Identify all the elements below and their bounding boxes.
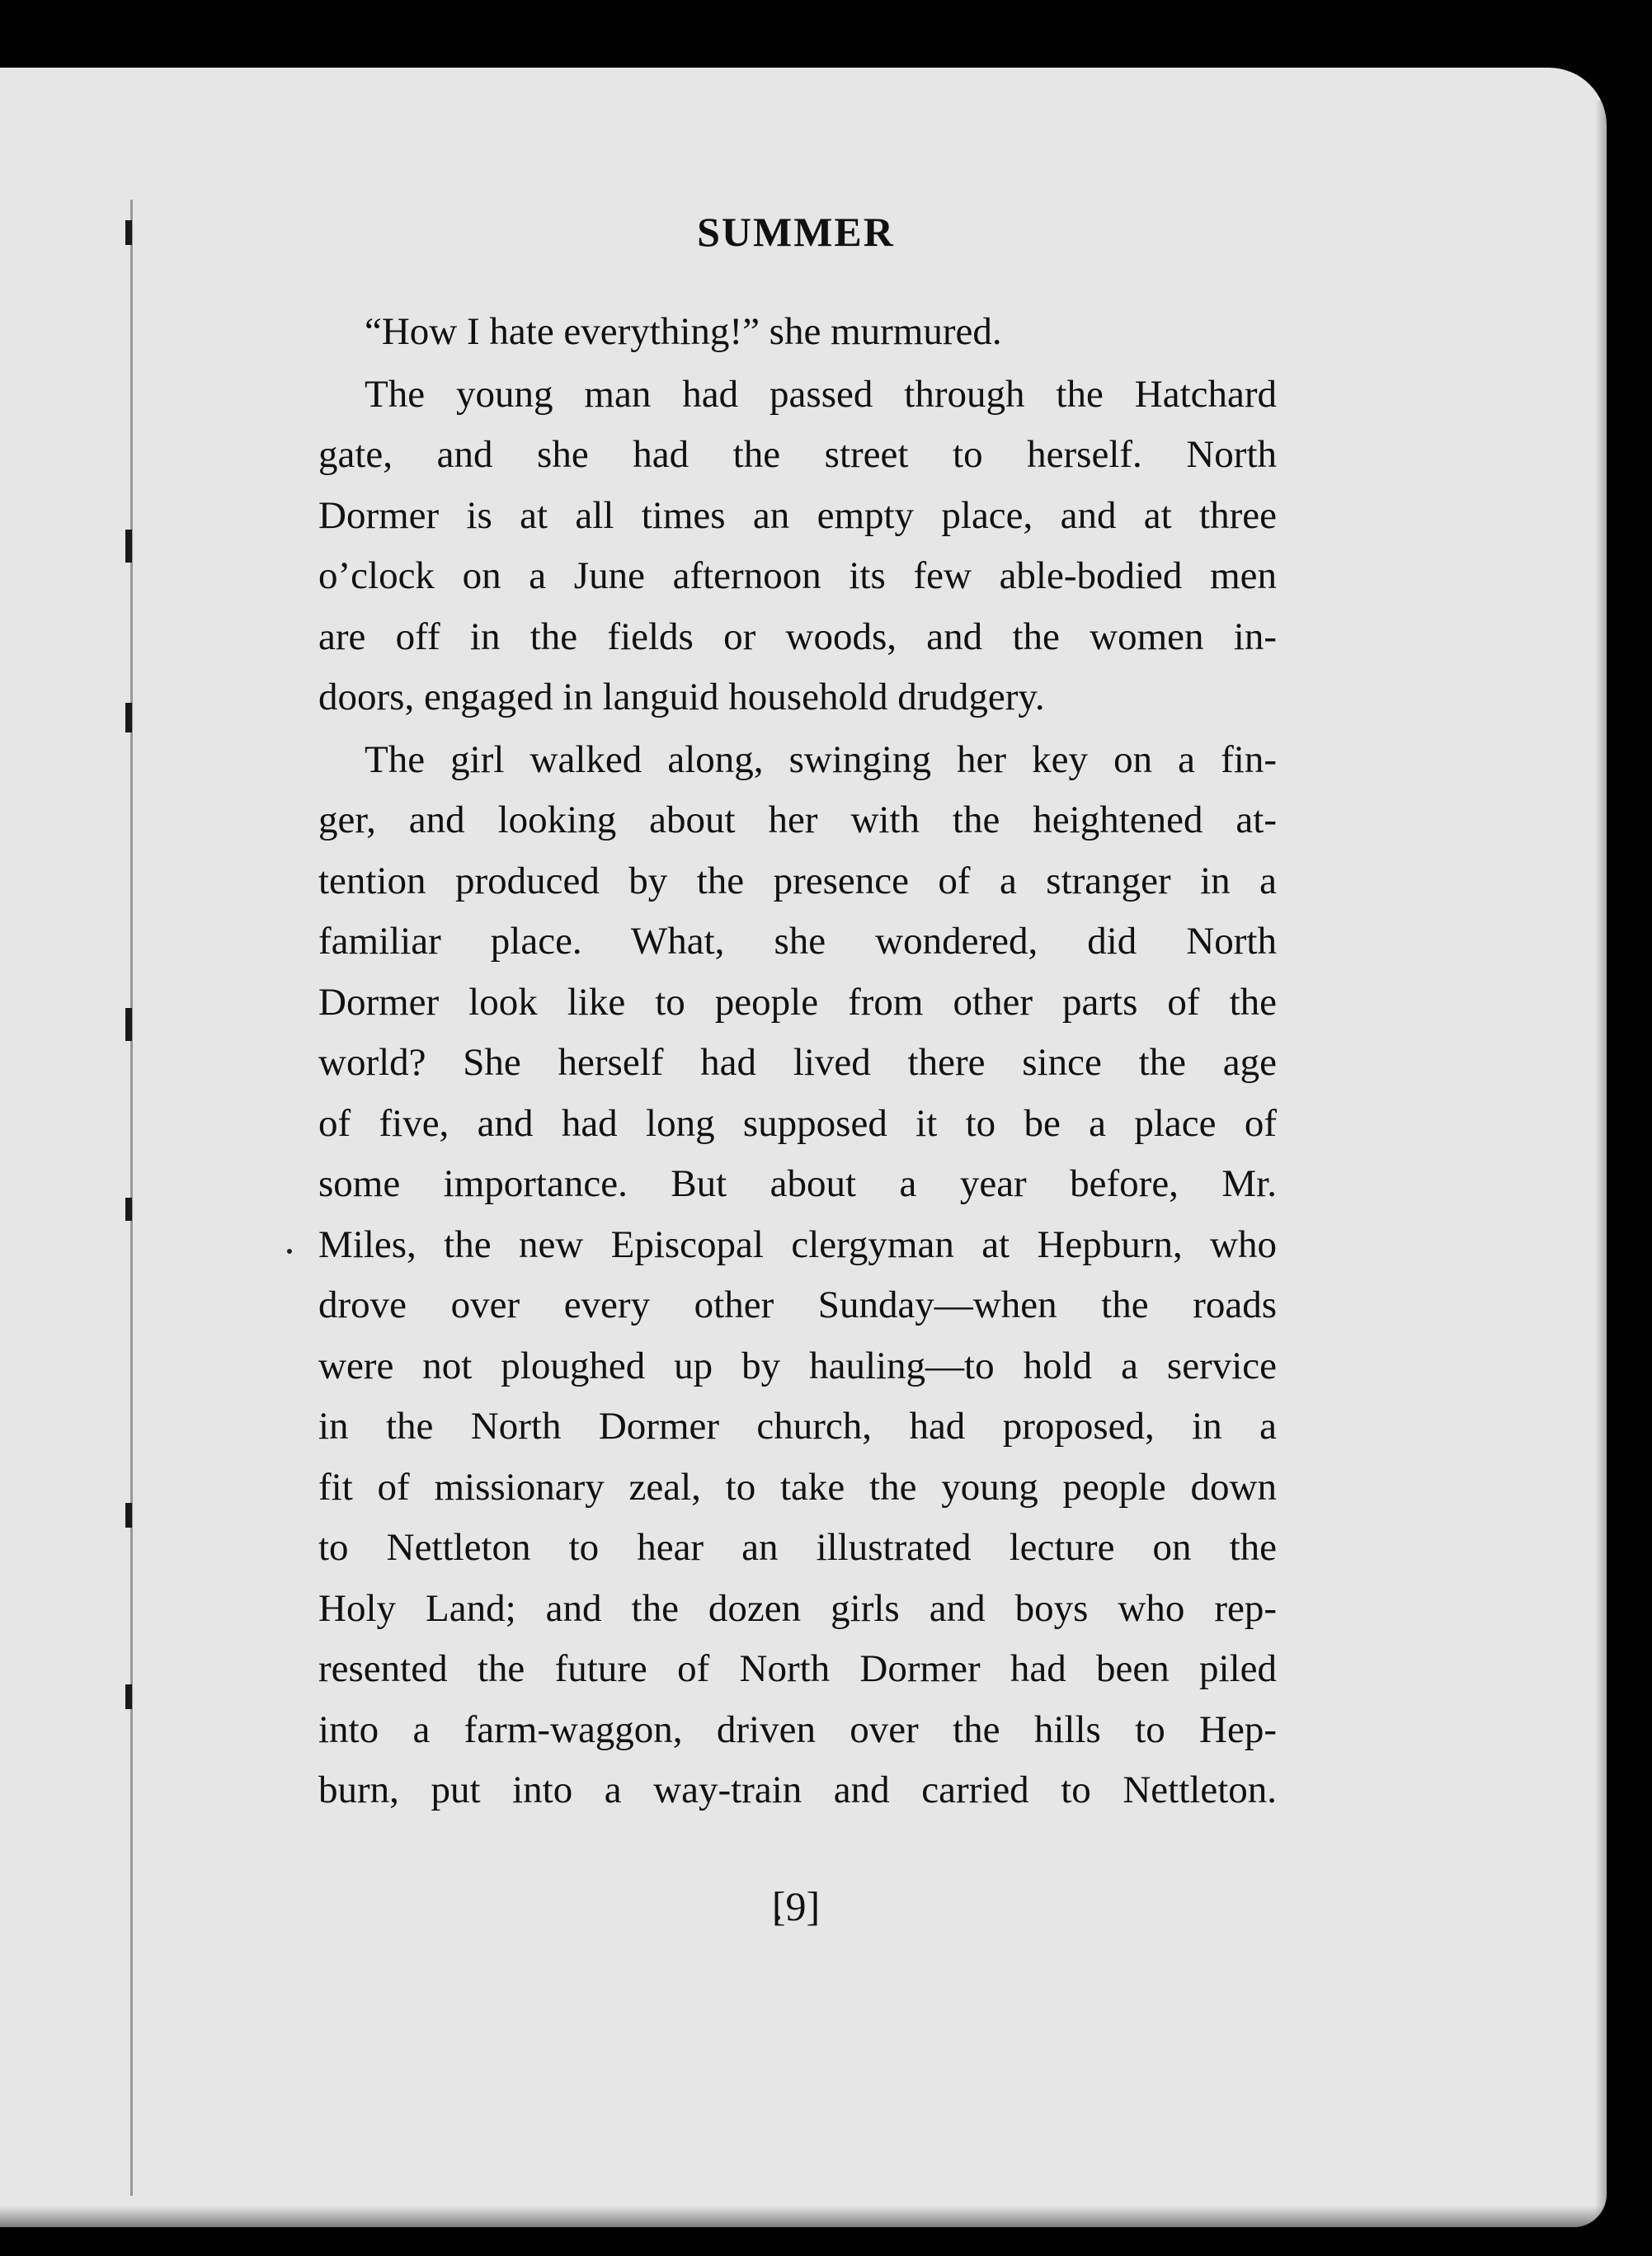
text-line: tention produced by the presence of a stranger in a [318, 859, 1277, 902]
text-line: familiar place. What, she wondered, did North [318, 920, 1277, 963]
page-number: [9] [771, 1883, 821, 1929]
text-line: to Nettleton to hear an illustrated lecture on the [318, 1526, 1277, 1569]
text-line: Miles, the new Episcopal clergyman at Hepburn, who [318, 1222, 1277, 1266]
text-line: The young man had passed through the Hatchard [365, 372, 1277, 416]
text-line: ger, and looking about her with the heightened at- [318, 798, 1277, 841]
gutter-mark [125, 1503, 132, 1528]
gutter-mark [125, 530, 132, 563]
paragraph [318, 730, 1277, 1821]
text-line: “How I hate everything!” she murmured. [365, 310, 1002, 353]
gutter-mark [125, 703, 132, 732]
gutter-mark [125, 1684, 132, 1709]
gutter-mark [125, 1198, 132, 1221]
text-line: resented the future of North Dormer had been piled [318, 1647, 1277, 1690]
text-line: drove over every other Sunday—when the roads [318, 1283, 1277, 1326]
text-line: Dormer is at all times an empty place, and at three [318, 493, 1277, 537]
text-line: doors, engaged in languid household drudgery. [318, 676, 1045, 718]
text-line: were not ploughed up by hauling—to hold a service [318, 1344, 1277, 1387]
text-line: are off in the fields or woods, and the women in- [318, 615, 1277, 658]
text-line: fit of missionary zeal, to take the young people down [318, 1465, 1277, 1509]
book-page [0, 68, 1607, 2227]
page-bottom-shadow [0, 2206, 1607, 2227]
text-line: gate, and she had the street to herself. North [318, 433, 1277, 476]
paragraph [318, 365, 1277, 728]
text-line: Dormer look like to people from other parts of the [318, 980, 1277, 1024]
text-line: some importance. But about a year before, Mr. [318, 1162, 1277, 1205]
text-line: burn, put into a way-train and carried to Nettleton. [318, 1769, 1277, 1811]
text-line: into a farm-waggon, driven over the hills to Hep- [318, 1707, 1277, 1751]
text-line: o’clock on a June afternoon its few able-bodied men [318, 554, 1277, 597]
dust-speck [287, 1249, 292, 1254]
running-head: SUMMER [697, 209, 895, 255]
body-text [318, 300, 1277, 1821]
gutter-mark [125, 1008, 132, 1041]
text-line: Holy Land; and the dozen girls and boys who rep- [318, 1586, 1277, 1630]
page-edge-shadow [1595, 101, 1607, 2227]
paragraph [318, 302, 1277, 363]
text-line: in the North Dormer church, had proposed, in a [318, 1405, 1277, 1448]
text-line: of five, and had long supposed it to be a place of [318, 1101, 1277, 1145]
text-line: The girl walked along, swinging her key on a fin- [365, 737, 1277, 781]
text-line: world? She herself had lived there since the age [318, 1041, 1277, 1084]
